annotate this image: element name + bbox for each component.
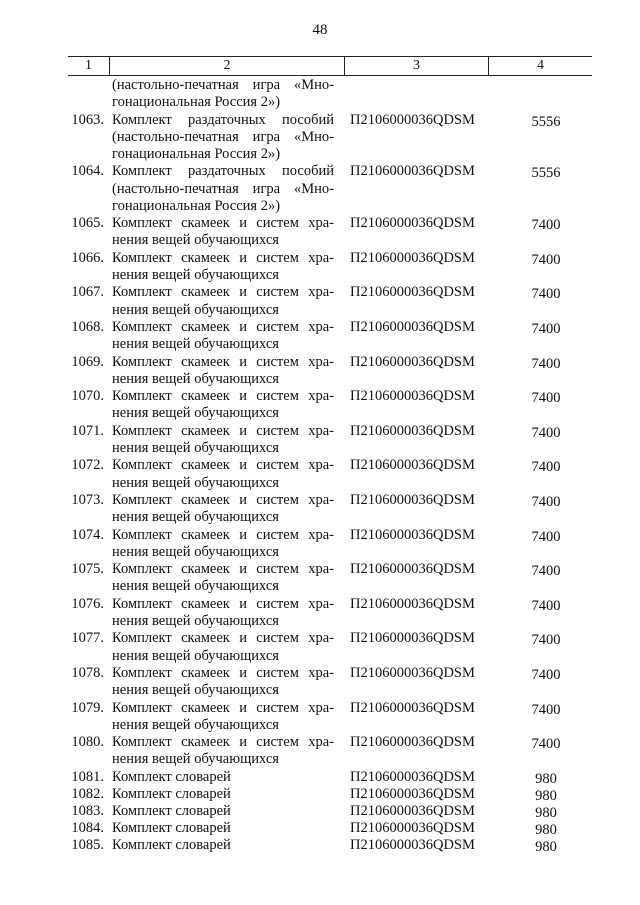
item-name-line: Комплект словарей [112, 819, 231, 836]
item-name [112, 803, 334, 820]
table-row [0, 284, 640, 318]
item-quantity: 7400 [531, 251, 561, 268]
item-name-line: (настольно-печатная игра «Мно- [112, 77, 334, 93]
item-name-line: Комплект словарей [112, 785, 231, 802]
item-name-line: (настольно-печатная игра «Мно- [112, 180, 334, 197]
row-number: 1083. [71, 802, 104, 819]
item-name-line: Комплект раздаточных пособий [112, 111, 334, 128]
item-name [112, 561, 334, 595]
item-name-line: нения вещей обучающихся [112, 370, 279, 387]
table-row [0, 820, 640, 837]
item-quantity: 7400 [531, 597, 561, 614]
item-code: П2106000036QDSM [350, 388, 475, 405]
item-code: П2106000036QDSM [350, 819, 475, 836]
row-number: 1074. [71, 526, 104, 543]
table-row [0, 77, 640, 111]
item-quantity: 7400 [531, 424, 561, 441]
item-code: П2106000036QDSM [350, 802, 475, 819]
table-row [0, 700, 640, 734]
item-name-line: нения вещей обучающихся [112, 578, 279, 595]
item-code: П2106000036QDSM [350, 595, 475, 612]
item-name-line: Комплект скамеек и систем хра- [112, 595, 334, 612]
item-name-line: Комплект скамеек и систем хра- [112, 699, 334, 716]
item-name-line: Комплект скамеек и систем хра- [112, 318, 334, 335]
table-row [0, 250, 640, 284]
item-name [112, 112, 334, 164]
table-row [0, 561, 640, 595]
item-quantity: 7400 [531, 563, 561, 580]
table-row [0, 423, 640, 457]
column-header-3: 3 [413, 58, 420, 73]
item-quantity: 7400 [531, 459, 561, 476]
item-code: П2106000036QDSM [350, 111, 475, 128]
item-quantity: 7400 [531, 286, 561, 303]
item-name [112, 284, 334, 318]
item-name [112, 492, 334, 526]
item-name-line: Комплект словарей [112, 768, 231, 785]
item-name [112, 630, 334, 664]
item-name-line: Комплект скамеек и систем хра- [112, 664, 334, 681]
item-name-line: Комплект скамеек и систем хра- [112, 353, 334, 370]
row-number: 1078. [71, 664, 104, 681]
row-number: 1063. [71, 111, 104, 128]
table-row [0, 457, 640, 491]
item-code: П2106000036QDSM [350, 491, 475, 508]
item-name-line: нения вещей обучающихся [112, 336, 279, 353]
table-row [0, 112, 640, 164]
column-header-4: 4 [537, 58, 544, 73]
item-name-line: Комплект словарей [112, 802, 231, 819]
item-quantity: 7400 [531, 701, 561, 718]
item-name [112, 596, 334, 630]
item-name-line: нения вещей обучающихся [112, 266, 279, 283]
item-code: П2106000036QDSM [350, 630, 475, 647]
row-number: 1073. [71, 491, 104, 508]
item-name [112, 837, 334, 854]
table-row [0, 665, 640, 699]
item-name-line: Комплект скамеек и систем хра- [112, 215, 334, 232]
item-quantity: 7400 [531, 528, 561, 545]
item-quantity: 7400 [531, 666, 561, 683]
item-name [112, 527, 334, 561]
row-number: 1079. [71, 699, 104, 716]
item-code: П2106000036QDSM [350, 457, 475, 474]
column-header-1: 1 [85, 58, 92, 73]
item-quantity: 7400 [531, 736, 561, 753]
table-row [0, 803, 640, 820]
item-name [112, 354, 334, 388]
item-name-line: нения вещей обучающихся [112, 301, 279, 318]
row-number: 1069. [71, 353, 104, 370]
item-name [112, 457, 334, 491]
table-row [0, 786, 640, 803]
table-header [68, 56, 592, 76]
item-name [112, 215, 334, 249]
item-quantity: 7400 [531, 390, 561, 407]
item-name-line: Комплект скамеек и систем хра- [112, 284, 334, 301]
item-code: П2106000036QDSM [350, 664, 475, 681]
item-quantity: 980 [535, 804, 557, 821]
item-quantity: 7400 [531, 320, 561, 337]
item-code: П2106000036QDSM [350, 215, 475, 232]
table-row [0, 319, 640, 353]
item-code: П2106000036QDSM [350, 284, 475, 301]
row-number: 1076. [71, 595, 104, 612]
row-number: 1066. [71, 249, 104, 266]
item-quantity: 980 [535, 821, 557, 838]
item-code: П2106000036QDSM [350, 249, 475, 266]
page-number: 48 [312, 22, 328, 38]
item-name-line: гонациональная Россия 2») [112, 197, 281, 214]
item-name-line: Комплект скамеек и систем хра- [112, 422, 334, 439]
row-number: 1064. [71, 163, 104, 180]
item-name [112, 786, 334, 803]
table-row [0, 630, 640, 664]
item-quantity: 7400 [531, 355, 561, 372]
item-name [112, 388, 334, 422]
row-number: 1071. [71, 422, 104, 439]
row-number: 1067. [71, 284, 104, 301]
item-quantity: 5556 [531, 165, 561, 182]
row-number: 1081. [71, 768, 104, 785]
table-row [0, 837, 640, 854]
table-row [0, 596, 640, 630]
item-code: П2106000036QDSM [350, 768, 475, 785]
item-code: П2106000036QDSM [350, 561, 475, 578]
item-name-line: нения вещей обучающихся [112, 612, 279, 629]
item-name-line: Комплект скамеек и систем хра- [112, 630, 334, 647]
item-name-line: нения вещей обучающихся [112, 682, 279, 699]
item-name [112, 769, 334, 786]
row-number: 1065. [71, 215, 104, 232]
item-name-line: нения вещей обучающихся [112, 474, 279, 491]
item-quantity: 980 [535, 770, 557, 787]
item-name-line: Комплект скамеек и систем хра- [112, 526, 334, 543]
table-row [0, 492, 640, 526]
item-name-line: Комплект скамеек и систем хра- [112, 491, 334, 508]
item-name-line: нения вещей обучающихся [112, 405, 279, 422]
item-quantity: 7400 [531, 493, 561, 510]
item-code: П2106000036QDSM [350, 163, 475, 180]
item-code: П2106000036QDSM [350, 734, 475, 751]
item-code: П2106000036QDSM [350, 699, 475, 716]
table-row [0, 527, 640, 561]
table-row [0, 734, 640, 768]
row-number: 1070. [71, 388, 104, 405]
item-quantity: 7400 [531, 632, 561, 649]
item-quantity: 980 [535, 787, 557, 804]
item-code: П2106000036QDSM [350, 353, 475, 370]
row-number: 1085. [71, 836, 104, 853]
row-number: 1072. [71, 457, 104, 474]
item-name-line: нения вещей обучающихся [112, 751, 279, 768]
item-quantity: 5556 [531, 113, 561, 130]
item-name-line: Комплект скамеек и систем хра- [112, 734, 334, 751]
item-name [112, 700, 334, 734]
item-name-line: нения вещей обучающихся [112, 232, 279, 249]
item-name [112, 319, 334, 353]
row-number: 1077. [71, 630, 104, 647]
row-number: 1082. [71, 785, 104, 802]
item-name-line: гонациональная Россия 2») [112, 146, 281, 162]
item-name-line: нения вещей обучающихся [112, 543, 279, 560]
table-row [0, 388, 640, 422]
item-name-line: Комплект скамеек и систем хра- [112, 249, 334, 266]
item-name-line: Комплект скамеек и систем хра- [112, 561, 334, 578]
item-name-line: Комплект словарей [112, 836, 231, 853]
item-name [112, 77, 334, 111]
row-number: 1075. [71, 561, 104, 578]
table-body [0, 77, 640, 854]
table-row [0, 769, 640, 786]
row-number: 1084. [71, 819, 104, 836]
item-name [112, 734, 334, 768]
row-number: 1080. [71, 734, 104, 751]
item-code: П2106000036QDSM [350, 526, 475, 543]
item-code: П2106000036QDSM [350, 422, 475, 439]
item-name [112, 665, 334, 699]
item-quantity: 7400 [531, 217, 561, 234]
item-code: П2106000036QDSM [350, 785, 475, 802]
item-code: П2106000036QDSM [350, 836, 475, 853]
item-name-line: (настольно-печатная игра «Мно- [112, 128, 334, 145]
item-code: П2106000036QDSM [350, 318, 475, 335]
item-name-line: нения вещей обучающихся [112, 509, 279, 526]
table-row [0, 215, 640, 249]
column-header-2: 2 [223, 58, 231, 73]
item-name-line: Комплект скамеек и систем хра- [112, 388, 334, 405]
table-row [0, 354, 640, 388]
item-quantity: 980 [535, 838, 557, 855]
row-number: 1068. [71, 318, 104, 335]
item-name-line: нения вещей обучающихся [112, 439, 279, 456]
item-name [112, 423, 334, 457]
item-name [112, 820, 334, 837]
table-row [0, 163, 640, 215]
item-name-line: Комплект скамеек и систем хра- [112, 457, 334, 474]
item-name [112, 163, 334, 215]
item-name-line: нения вещей обучающихся [112, 647, 279, 664]
item-name-line: нения вещей обучающихся [112, 716, 279, 733]
item-name-line: Комплект раздаточных пособий [112, 163, 334, 180]
item-name [112, 250, 334, 284]
item-name-line: гонациональная Россия 2») [112, 94, 281, 111]
